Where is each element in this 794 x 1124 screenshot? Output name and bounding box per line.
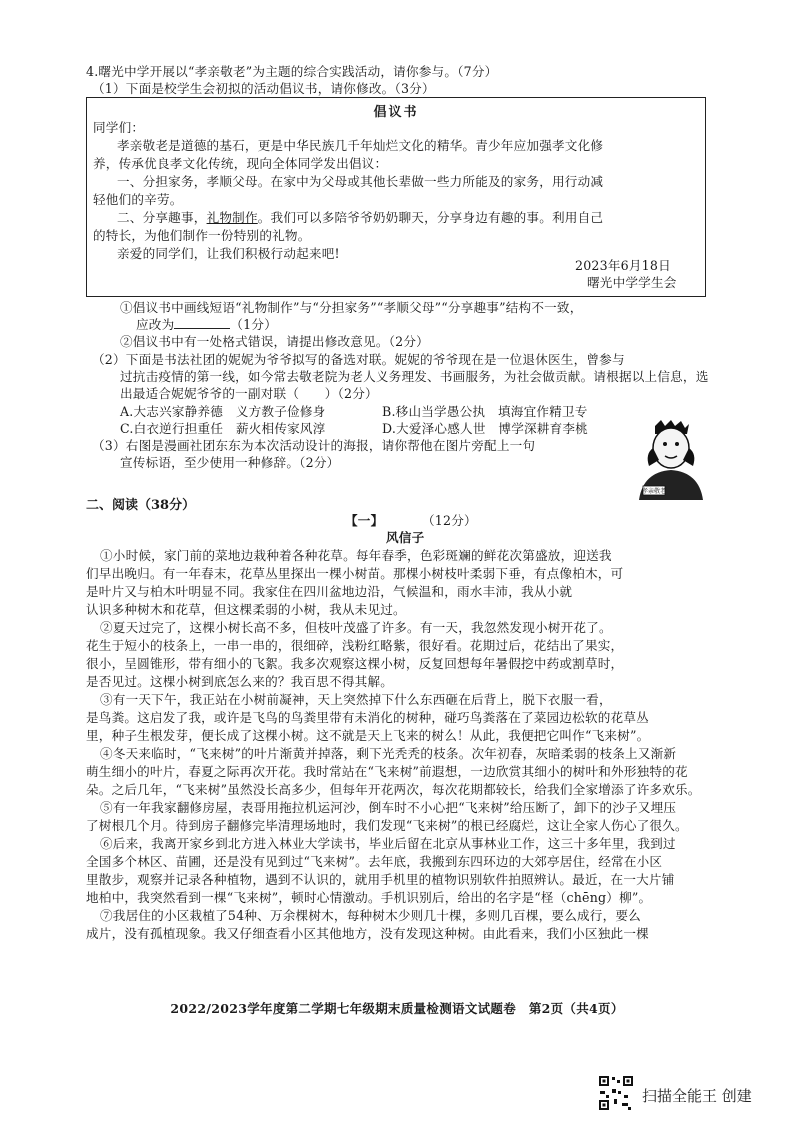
story-line: 很小，呈圆锥形，带有细小的飞絮。我多次观察这棵小树，反复回想每年暑假挖中药或割草时，	[86, 656, 624, 671]
story-line: 萌生细小的叶片，春夏之际再次开花。我时常站在“飞来树”前遐想，一边欣赏其细小的树叶和外形独特的花	[86, 764, 688, 779]
proposal-p1b: 养，传承优良孝文化传统，现向全体同学发出倡议：	[93, 156, 388, 171]
q4-part2c: 出最适合妮妮爷爷的一副对联（ ）（2分）	[120, 386, 378, 401]
option-a: A.大志兴家静养德 义方教子俭修身	[120, 404, 326, 419]
story-line: ②夏天过完了，这棵小树长高不多，但枝叶茂盛了许多。有一天，我忽然发现小树开花了。	[100, 620, 612, 635]
q4-item1b	[136, 317, 277, 332]
q4-part2b: 过抗击疫情的第一线，如今常去敬老院为老人义务理发、书画服务，为社会做贡献。请根据以上信息，选	[120, 369, 709, 384]
page-footer: 2022/2023学年度第二学期七年级期末质量检测语文试题卷 第2页（共4页）	[170, 1001, 624, 1016]
story-line: 地柏中，我突然看到一棵“飞来树”，顿时心情激动。手机识别后，给出的名字是“柽（chēng）柳”。	[86, 890, 652, 905]
story-line: 是鸟粪。这启发了我，或许是飞鸟的鸟粪里带有未消化的树种，碰巧鸟粪落在了菜园边松软的花草丛	[86, 710, 649, 725]
reading-sub-label: 【一】	[345, 513, 384, 528]
story-title: 风信子	[386, 530, 425, 545]
q4-part3b: 宣传标语，至少使用一种修辞。（2分）	[120, 455, 340, 470]
proposal-box	[86, 97, 706, 297]
proposal-title: 倡议书	[373, 105, 419, 120]
story-line: 是叶片又与柏木叶明显不同。我家住在四川盆地边沿，气候温和，雨水丰沛，我从小就	[86, 584, 573, 599]
proposal-p3b: 的特长，为他们制作一份特别的礼物。	[93, 228, 311, 243]
story-line: ⑤有一年我家翻修房屋，表哥用拖拉机运河沙，倒车时不小心把“飞来树”给压断了，卸下的沙子又埋压	[100, 800, 677, 815]
q4-part1: （1）下面是校学生会初拟的活动倡议书，请你修改。（3分）	[92, 81, 435, 96]
story-line: 花生于短小的枝条上，一串一串的，很细碎，浅粉红略紫，很好看。花期过后，花结出了果实，	[86, 638, 624, 653]
proposal-p3a	[117, 210, 603, 225]
proposal-signer: 曙光中学学生会	[587, 275, 677, 290]
reading-sub-points: （12分）	[422, 513, 477, 528]
story-line: 认识多种树木和花草，但这棵柔弱的小树，我从未见过。	[86, 602, 406, 617]
reading-heading: 二、阅读（38分）	[86, 498, 196, 513]
story-line: 了树根几个月。待到房子翻修完毕清理场地时，我们发现“飞来树”的根已经腐烂，这让全家人伤心了很久。	[86, 818, 688, 833]
proposal-greeting: 同学们：	[93, 120, 145, 135]
q4-item2: ②倡议书中有一处格式错误，请提出修改意见。（2分）	[120, 334, 429, 349]
story-line: 里散步，观察并记录各种植物，遇到不认识的，就用手机里的植物识别软件拍照辨认。最近，在一大片铺	[86, 872, 675, 887]
cartoon-caption: 孝亲敬老	[641, 488, 667, 495]
proposal-p2a: 一、分担家务，孝顺父母。在家中为父母或其他长辈做一些力所能及的家务，用行动减	[117, 174, 604, 189]
q4-part2a: （2）下面是书法社团的妮妮为爷爷拟写的备选对联。妮妮的爷爷现在是一位退休医生，曾参与	[92, 352, 625, 367]
story-line: 朵。之后几年，“飞来树”虽然没长高多少，但每年开花两次，每次花期都较长，给我们全家增添了许多欢乐。	[86, 782, 701, 797]
story-line: ①小时候，家门前的菜地边栽种着各种花草。每年春季，色彩斑斓的鲜花次第盛放，迎送我	[100, 548, 612, 563]
q4-part3a: （3）右图是漫画社团东东为本次活动设计的海报，请你帮他在图片旁配上一句	[92, 438, 536, 453]
qr-code-icon	[598, 1075, 634, 1111]
story-line: 里，种子生根发芽，便长成了这棵小树。这不就是天上飞来的树么！从此，我便把它叫作“飞来树”。	[86, 728, 650, 743]
story-line: 全国多个林区、苗圃，还是没有见到过“飞来树”。去年底，我搬到东四环边的大郊亭居住，经常在小区	[86, 854, 663, 869]
option-d: D.大爱泽心感人世 博学深耕育李桃	[382, 421, 588, 436]
story-line: 是否见过。这棵小树到底怎么来的？我百思不得其解。	[86, 674, 394, 689]
option-c: C.白衣逆行担重任 薪火相传家风淳	[120, 421, 326, 436]
proposal-p4: 亲爱的同学们，让我们积极行动起来吧!	[117, 246, 340, 261]
proposal-p2b: 轻他们的辛劳。	[93, 192, 183, 207]
story-line: ⑦我居住的小区栽植了54种、万余棵树木，每种树木少则几十棵，多则几百棵，要么成行，要么	[100, 908, 641, 923]
q4-item1b-pre: 应改为	[136, 317, 175, 332]
cartoon-poster-image	[625, 420, 717, 500]
scanner-brand: 扫描全能王 创建	[642, 1087, 752, 1105]
answer-blank[interactable]	[174, 317, 230, 329]
option-b: B.移山当学愚公执 填海宜作精卫专	[382, 404, 588, 419]
proposal-p3a-pre: 二、分享趣事，	[117, 210, 207, 225]
story-line: ④冬天来临时，“飞来树”的叶片渐黄并掉落，剩下光秃秃的枝条。次年初春，灰暗柔弱的枝条上又渐新	[100, 746, 677, 761]
story-line: 们早出晚归。有一年春末，花草丛里探出一棵小树苗。那棵小树枝叶柔弱下垂，有点像柏木，可	[86, 566, 624, 581]
proposal-underlined-phrase: 礼物制作	[206, 210, 258, 225]
q4-item1b-post: （1分）	[230, 317, 277, 332]
proposal-p3a-post: 。我们可以多陪爷爷奶奶聊天，分享身边有趣的事。利用自己	[257, 210, 604, 225]
q4-item1a: ①倡议书中画线短语“礼物制作”与“分担家务”“孝顺父母”“分享趣事”结构不一致，	[120, 300, 583, 315]
story-line: ⑥后来，我离开家乡到北方进入林业大学读书，毕业后留在北京从事林业工作，这三十多年里，我到过	[100, 836, 676, 851]
proposal-p1a: 孝亲敬老是道德的基石，更是中华民族几千年灿烂文化的精华。青少年应加强孝文化修	[117, 138, 604, 153]
story-line: 成片，没有孤植现象。我又仔细查看小区其他地方，没有发现这种树。由此看来，我们小区独此一棵	[86, 926, 649, 941]
proposal-date: 2023年6月18日	[575, 258, 671, 273]
q4-intro: 4.曙光中学开展以“孝亲敬老”为主题的综合实践活动，请你参与。（7分）	[86, 64, 498, 79]
story-line: ③有一天下午，我正站在小树前凝神，天上突然掉下什么东西砸在后背上，脱下衣服一看，	[100, 692, 612, 707]
